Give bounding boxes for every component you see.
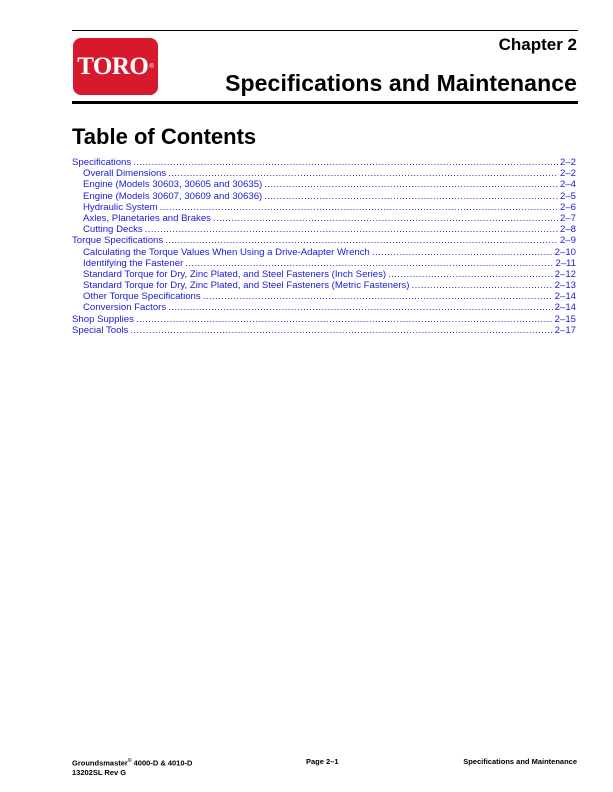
toc-entry[interactable] [72, 168, 576, 179]
toc-entry-page[interactable]: 2–5 [559, 190, 576, 202]
toc-dot-leader [264, 191, 558, 202]
toc-entry-page[interactable]: 2–11 [555, 257, 576, 269]
toc-entry[interactable] [72, 280, 576, 291]
toc-dot-leader [264, 179, 558, 190]
toc-entry[interactable] [72, 224, 576, 235]
toc-dot-leader [165, 235, 558, 246]
logo-wordmark: TORO [77, 52, 149, 80]
page-title: Specifications and Maintenance [225, 70, 577, 96]
toc-entry-label[interactable]: Engine (Models 30607, 30609 and 30636) [83, 190, 263, 202]
toc-entry-page[interactable]: 2–9 [559, 235, 576, 247]
toc-dot-leader [412, 280, 553, 291]
toc-dot-leader [372, 247, 553, 258]
toc-entry-page[interactable]: 2–15 [554, 313, 576, 325]
header-double-rule [72, 101, 578, 104]
toc-entry-label[interactable]: Overall Dimensions [83, 168, 167, 180]
toc-entry-page[interactable]: 2–4 [559, 179, 576, 191]
toc-entry[interactable] [72, 314, 576, 325]
footer-product-name: Groundsmaster [72, 758, 128, 768]
toc-entry-page[interactable]: 2–13 [554, 280, 576, 292]
toc-entry-label[interactable]: Axles, Planetaries and Brakes [83, 212, 211, 224]
toc-entry-label[interactable]: Hydraulic System [83, 201, 158, 213]
toc-entry-label[interactable]: Standard Torque for Dry, Zinc Plated, and Steel Fasteners (Metric Fasteners) [83, 280, 410, 292]
toc-entry-page[interactable]: 2–2 [559, 157, 576, 168]
toc-entry[interactable] [72, 157, 576, 168]
toc-entry-label[interactable]: Conversion Factors [83, 302, 167, 314]
toc-entry-label[interactable]: Identifying the Fastener [83, 257, 184, 269]
toc-entry-page[interactable]: 2–10 [554, 246, 576, 258]
footer-product-mark: © [127, 758, 132, 764]
toc-entry-label[interactable]: Engine (Models 30603, 30605 and 30635) [83, 179, 263, 191]
chapter-label: Chapter 2 [498, 35, 577, 54]
toc-entry-label[interactable]: Other Torque Specifications [83, 291, 201, 303]
toc-entry-page[interactable]: 2–14 [554, 302, 576, 314]
toc-entry[interactable] [72, 291, 576, 302]
toc-entry-page[interactable]: 2–14 [554, 291, 576, 303]
logo-registered-mark: ® [149, 64, 154, 70]
toc-dot-leader [130, 325, 552, 336]
toc-dot-leader [213, 213, 558, 224]
footer-section: Specifications and Maintenance [463, 757, 577, 766]
toc-entry-page[interactable]: 2–7 [559, 212, 576, 224]
toro-logo [73, 38, 158, 95]
toc-entry[interactable] [72, 269, 576, 280]
toc-entry-label[interactable]: Specifications [72, 157, 132, 168]
toc-entry[interactable] [72, 235, 576, 246]
toc-dot-leader [185, 258, 553, 269]
toc-entry[interactable] [72, 258, 576, 269]
toc-entry-page[interactable]: 2–2 [559, 168, 576, 180]
toc-dot-leader [133, 157, 558, 168]
toc-entry[interactable] [72, 302, 576, 313]
toc-entry-label[interactable]: Cutting Decks [83, 224, 143, 236]
toc-entry-label[interactable]: Standard Torque for Dry, Zinc Plated, and Steel Fasteners (Inch Series) [83, 268, 387, 280]
toc-entry-label[interactable]: Calculating the Torque Values When Using a Drive-Adapter Wrench [83, 246, 370, 258]
header-top-rule [72, 30, 578, 31]
toc-dot-leader [136, 314, 553, 325]
toc-entry[interactable] [72, 325, 576, 336]
footer-page-number: Page 2–1 [306, 757, 339, 766]
toc-entry-label[interactable]: Shop Supplies [72, 313, 134, 325]
footer-product [72, 757, 192, 778]
toc-entry[interactable] [72, 213, 576, 224]
toc-entry-page[interactable]: 2–17 [554, 324, 576, 336]
toc-dot-leader [203, 291, 553, 302]
toc-heading: Table of Contents [72, 124, 257, 149]
toc-entry-label[interactable]: Torque Specifications [72, 235, 164, 247]
footer-doc-number: 13202SL Rev G [72, 768, 127, 777]
toc-entry-page[interactable]: 2–8 [559, 224, 576, 236]
toc-entry-page[interactable]: 2–12 [554, 268, 576, 280]
toc-entry[interactable] [72, 191, 576, 202]
table-of-contents [72, 157, 576, 336]
toc-dot-leader [388, 269, 553, 280]
footer-product-models: 4000-D & 4010-D [131, 758, 193, 768]
toc-dot-leader [168, 302, 552, 313]
toc-entry[interactable] [72, 247, 576, 258]
toc-dot-leader [160, 202, 558, 213]
toc-entry-label[interactable]: Special Tools [72, 324, 129, 336]
toc-entry[interactable] [72, 179, 576, 190]
toc-entry[interactable] [72, 202, 576, 213]
toc-dot-leader [145, 224, 558, 235]
toc-dot-leader [168, 168, 558, 179]
toc-entry-page[interactable]: 2–6 [559, 201, 576, 213]
